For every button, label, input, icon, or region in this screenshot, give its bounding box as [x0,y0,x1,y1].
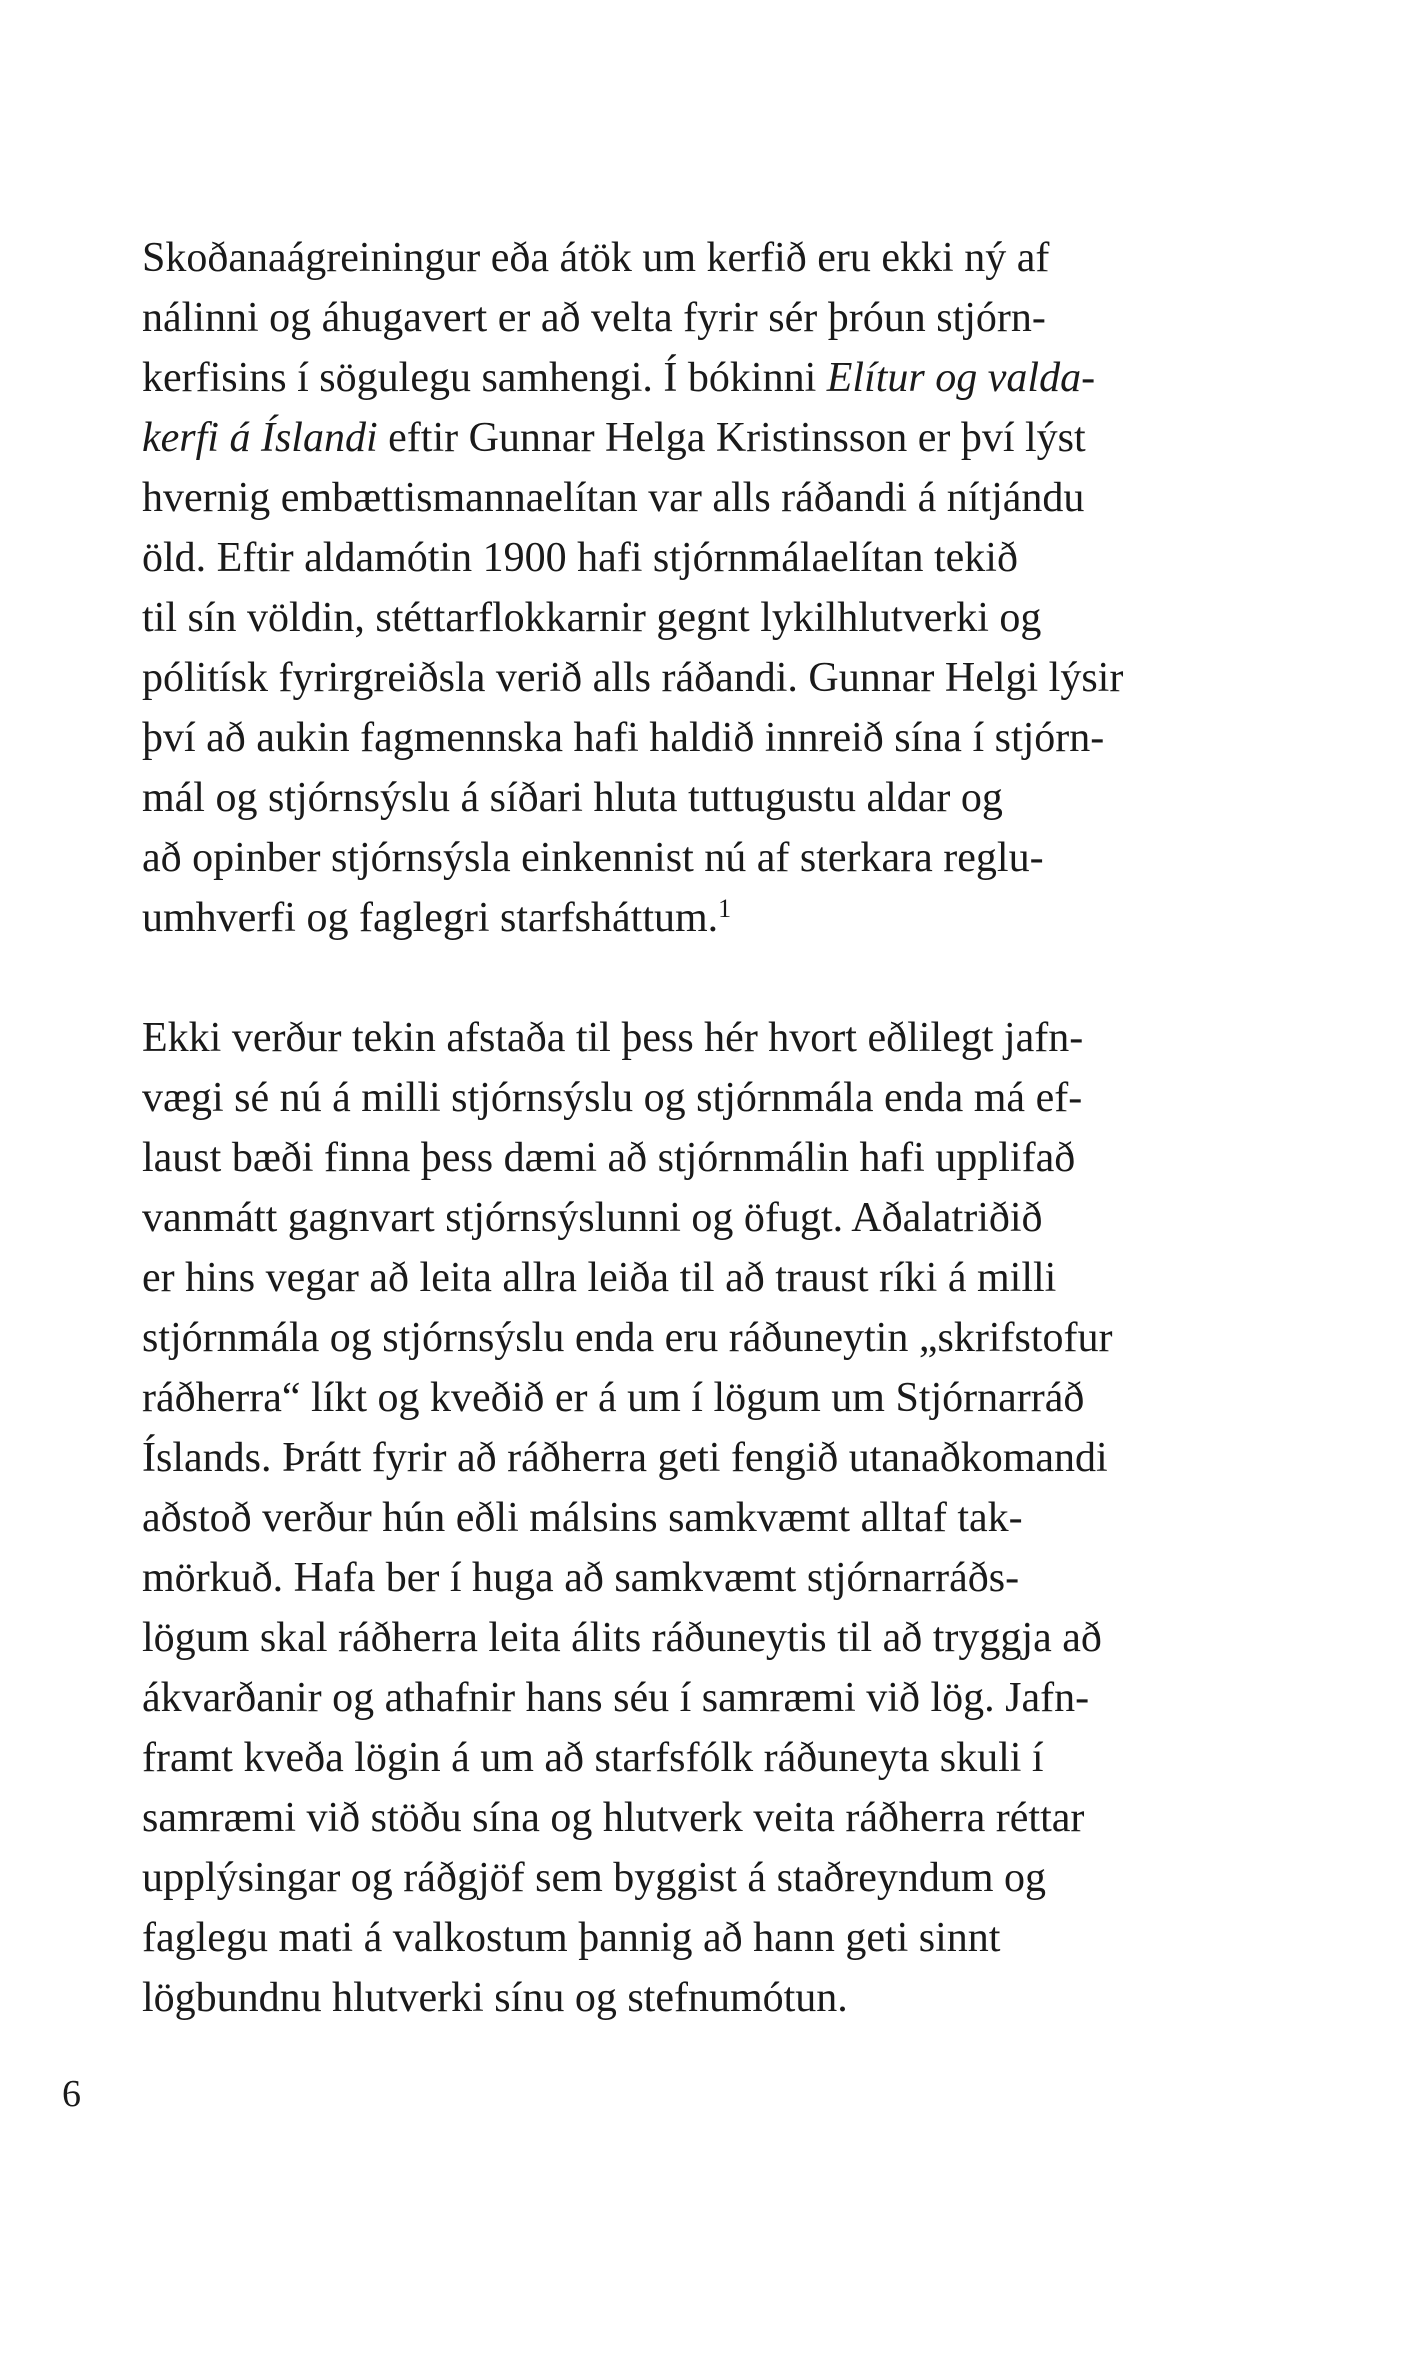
text-line: að opinber stjórnsýsla einkennist nú af sterkara reglu- [142,835,1044,881]
text-line: því að aukin fagmennska hafi haldið innreið sína í stjórn- [142,715,1105,761]
book-title-italic: Elítur og valda- [826,355,1096,401]
text-line: mörkuð. Hafa ber í huga að samkvæmt stjórnarráðs- [142,1555,1020,1601]
text-line: laust bæði finna þess dæmi að stjórnmálin hafi upplifað [142,1135,1076,1181]
text-line [142,888,1302,948]
text-line: vægi sé nú á milli stjórnsýslu og stjórnmála enda má ef- [142,1075,1083,1121]
text-line: hvernig embættismannaelítan var alls ráðandi á nítjándu [142,475,1085,521]
text-line: til sín völdin, stéttarflokkarnir gegnt lykilhlutverki og [142,595,1042,641]
text-line [142,348,1302,408]
paragraph-1 [142,228,1302,948]
page-number: 6 [62,2073,81,2115]
text-line: nálinni og áhugavert er að velta fyrir sér þróun stjórn- [142,295,1046,341]
text-segment: kerfisins í sögulegu samhengi. Í bókinni [142,355,827,401]
book-title-italic: kerfi á Íslandi [142,415,378,461]
text-line: Ekki verður tekin afstaða til þess hér hvort eðlilegt jafn- [142,1015,1084,1061]
text-line: ákvarðanir og athafnir hans séu í samræmi við lög. Jafn- [142,1675,1090,1721]
text-line: öld. Eftir aldamótin 1900 hafi stjórnmálaelítan tekið [142,535,1018,581]
text-line: vanmátt gagnvart stjórnsýslunni og öfugt. Aðalatriðið [142,1195,1043,1241]
footnote-marker: 1 [718,894,732,923]
text-line: aðstoð verður hún eðli málsins samkvæmt alltaf tak- [142,1495,1023,1541]
text-line: upplýsingar og ráðgjöf sem byggist á staðreyndum og [142,1855,1047,1901]
text-line [142,408,1302,468]
paragraph-2 [142,1008,1302,2028]
text-line: mál og stjórnsýslu á síðari hluta tuttugustu aldar og [142,775,1003,821]
text-line: samræmi við stöðu sína og hlutverk veita ráðherra réttar [142,1795,1085,1841]
text-line: lögbundnu hlutverki sínu og stefnumótun. [142,1975,848,2021]
text-line: er hins vegar að leita allra leiða til að traust ríki á milli [142,1255,1057,1301]
text-line: lögum skal ráðherra leita álits ráðuneytis til að tryggja að [142,1615,1102,1661]
text-line: stjórnmála og stjórnsýslu enda eru ráðuneytin „skrifstofur [142,1315,1113,1361]
text-segment: umhverfi og faglegri starfsháttum. [142,895,719,941]
text-line: framt kveða lögin á um að starfsfólk ráðuneyta skuli í [142,1735,1044,1781]
text-segment: eftir Gunnar Helga Kristinsson er því lýst [377,415,1086,461]
text-line: Skoðanaágreiningur eða átök um kerfið eru ekki ný af [142,235,1050,281]
text-line: faglegu mati á valkostum þannig að hann geti sinnt [142,1915,1001,1961]
text-line: ráðherra“ líkt og kveðið er á um í lögum um Stjórnarráð [142,1375,1085,1421]
text-line: pólitísk fyrirgreiðsla verið alls ráðandi. Gunnar Helgi lýsir [142,655,1124,701]
text-line: Íslands. Þrátt fyrir að ráðherra geti fengið utanaðkomandi [142,1435,1108,1481]
